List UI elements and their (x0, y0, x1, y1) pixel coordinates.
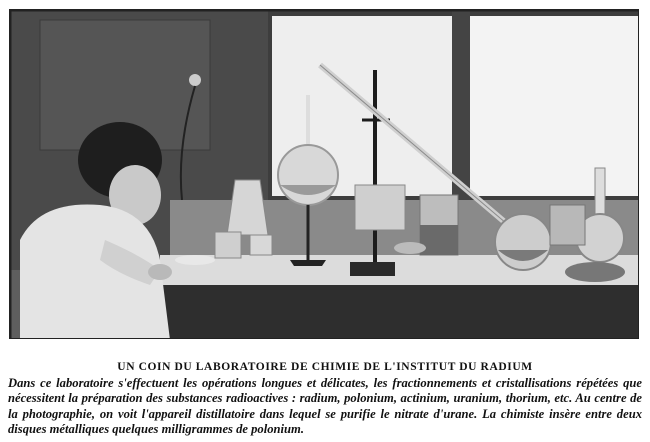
photo-caption (8, 360, 642, 438)
caption-title: UN COIN DU LABORATOIRE DE CHIMIE DE L'INSTITUT DU RADIUM (117, 361, 533, 373)
laboratory-photo-icon (10, 10, 639, 339)
laboratory-photo (9, 9, 639, 339)
caption-body: Dans ce laboratoire s'effectuent les opérations longues et délicates, les fractionnements et cristallisations répétées que nécessitent la préparation des substances radioactives : radium, polonium, actinium, uranium, thorium, etc. Au centre de la photographie, on voit l'appareil distillatoire dans lequel se purifie le nitrate d'urane. La chimiste insère entre deux disques métalliques quelques milligrammes de polonium. (8, 376, 642, 437)
